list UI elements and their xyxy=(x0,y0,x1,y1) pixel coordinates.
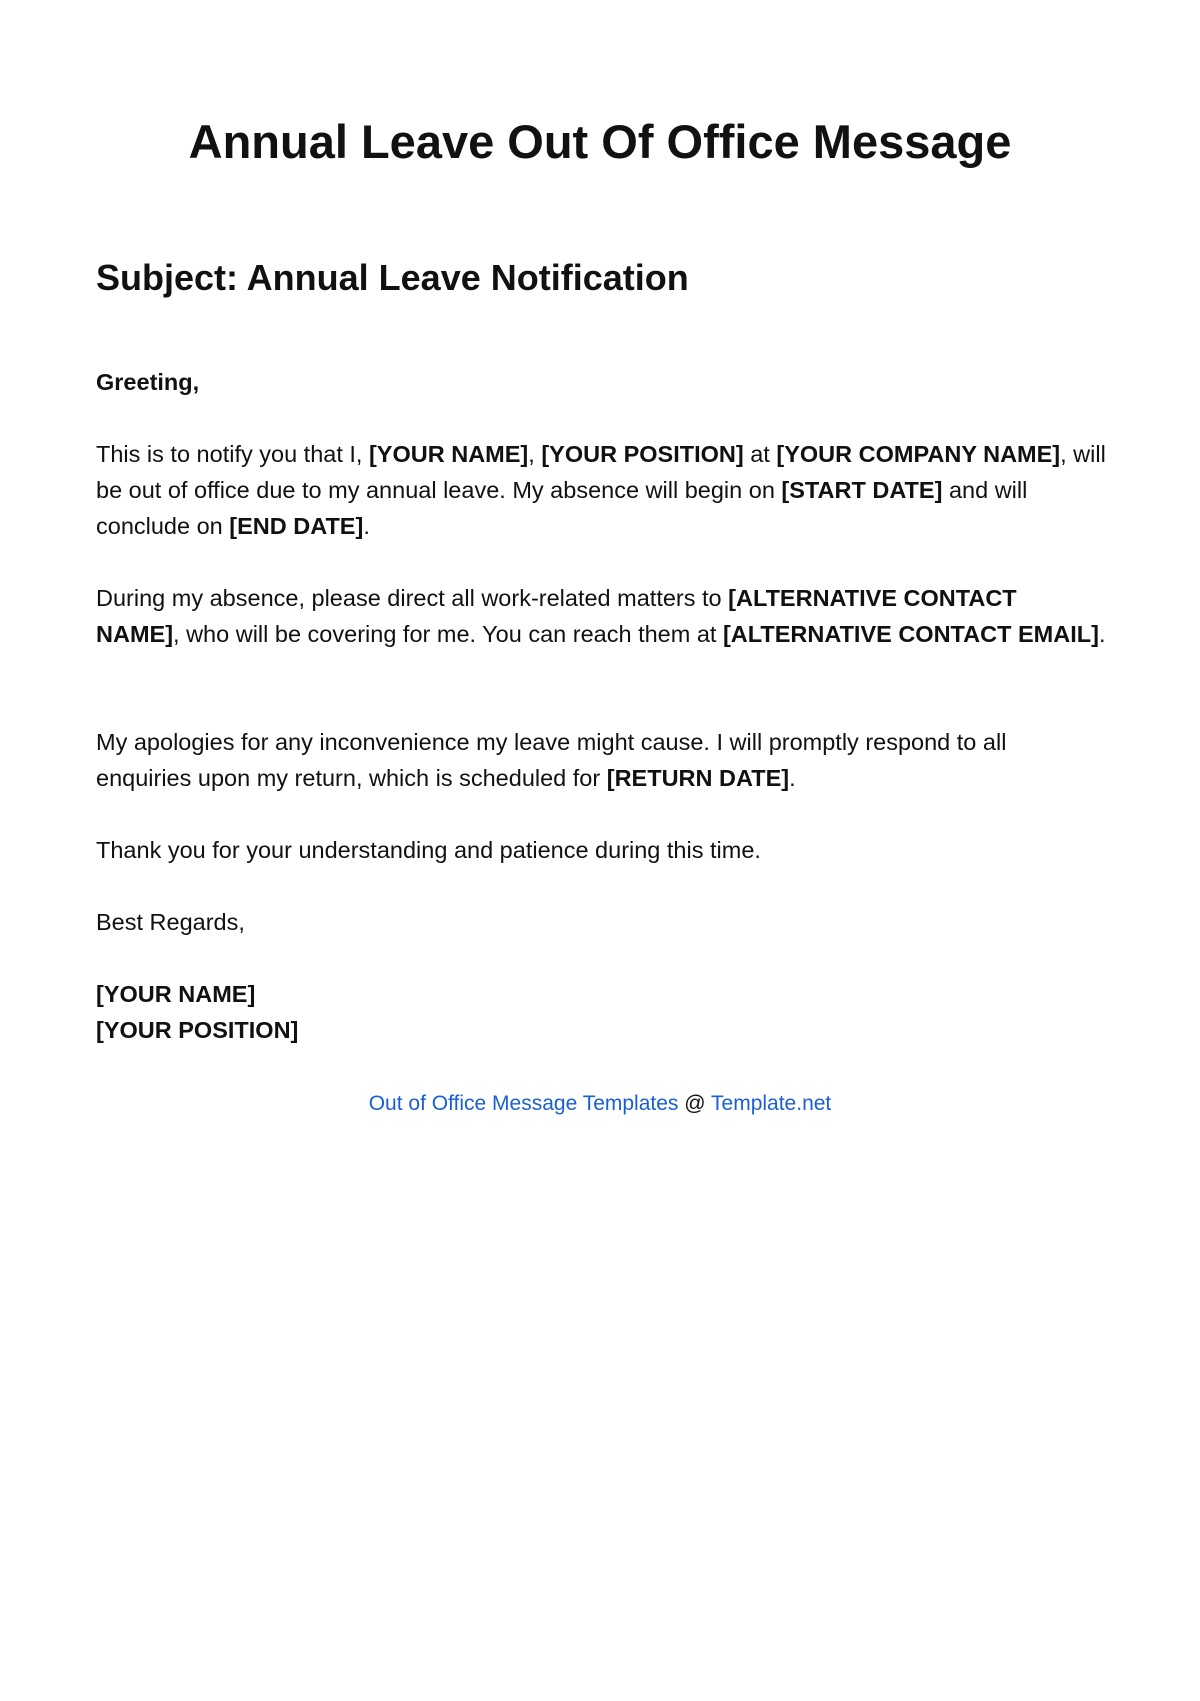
p1-text-2: , xyxy=(528,441,542,467)
paragraph-apology xyxy=(96,724,1106,796)
p1-text-1: This is to notify you that I, xyxy=(96,441,369,467)
footer-credit xyxy=(0,1088,1200,1120)
placeholder-company-name: [YOUR COMPANY NAME] xyxy=(776,441,1061,467)
signature-position: [YOUR POSITION] xyxy=(96,1017,299,1043)
placeholder-end-date: [END DATE] xyxy=(229,513,364,539)
paragraph-alternative-contact xyxy=(96,580,1106,652)
footer-link-template-net[interactable]: Template.net xyxy=(711,1092,832,1115)
closing: Best Regards, xyxy=(96,909,245,935)
subject-line: Subject: Annual Leave Notification xyxy=(96,257,689,298)
p2-text-1: During my absence, please direct all work-related matters to xyxy=(96,585,729,611)
p1-text-3: at xyxy=(743,441,777,467)
placeholder-return-date: [RETURN DATE] xyxy=(606,765,790,791)
p2-text-2: , who will be covering for me. You can reach them at xyxy=(173,621,723,647)
placeholder-alt-contact-name: [ALTERNATIVE CONTACT NAME] xyxy=(96,585,1017,647)
p1-text-5: and will conclude on xyxy=(96,477,1028,539)
placeholder-your-position: [YOUR POSITION] xyxy=(541,441,744,467)
p3-text-1: My apologies for any inconvenience my leave might cause. I will promptly respond to all enquiries upon my return, which is scheduled for xyxy=(96,729,1007,791)
p3-text-2: . xyxy=(789,765,796,791)
greeting: Greeting, xyxy=(96,369,200,395)
placeholder-start-date: [START DATE] xyxy=(781,477,943,503)
document-title: Annual Leave Out Of Office Message xyxy=(188,115,1012,168)
signature-block xyxy=(96,976,1106,1048)
footer-separator: @ xyxy=(678,1092,712,1115)
p1-text-6: . xyxy=(363,513,370,539)
placeholder-your-name: [YOUR NAME] xyxy=(368,441,529,467)
paragraph-notification xyxy=(96,436,1106,544)
p2-text-3: . xyxy=(1098,621,1106,647)
footer-link-templates[interactable]: Out of Office Message Templates xyxy=(368,1092,679,1115)
p1-text-4: , will be out of office due to my annual leave. My absence will begin on xyxy=(96,441,1106,503)
signature-name: [YOUR NAME] xyxy=(96,981,256,1007)
paragraph-thanks: Thank you for your understanding and patience during this time. xyxy=(96,837,761,863)
placeholder-alt-contact-email: [ALTERNATIVE CONTACT EMAIL] xyxy=(722,621,1099,647)
